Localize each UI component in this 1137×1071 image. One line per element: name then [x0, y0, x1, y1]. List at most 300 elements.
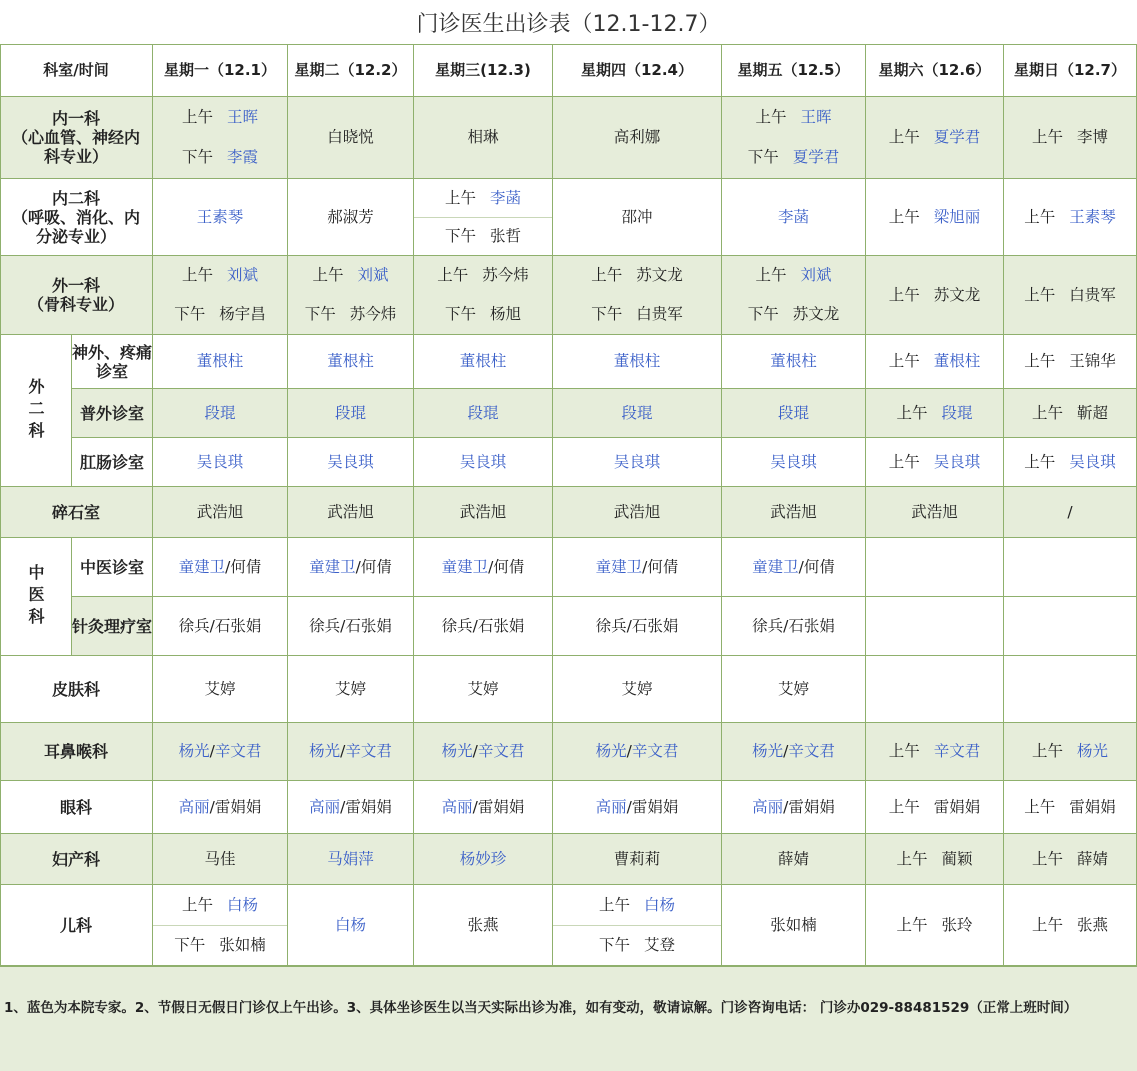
schedule-cell [722, 487, 866, 538]
slot [722, 680, 865, 699]
doctor-name: 雷娟娟 [788, 797, 835, 816]
slot [866, 798, 1003, 817]
slot [1004, 128, 1136, 147]
slot [288, 916, 413, 935]
department-label [0, 834, 153, 885]
schedule-cell [722, 538, 866, 597]
am-label: 上午 [181, 107, 213, 126]
slot [414, 128, 552, 147]
department-name: 外一科 [51, 276, 100, 295]
doctor-name: 白晓悦 [327, 128, 374, 146]
doctor-name: 武浩旭 [770, 502, 817, 521]
doctor-name: 艾婷 [467, 679, 499, 698]
slot [288, 404, 413, 423]
schedule-cell [1004, 97, 1137, 179]
slot-divider [414, 217, 552, 218]
department-name: 神外、疼痛诊室 [72, 342, 153, 381]
slot [553, 128, 721, 147]
doctor-name: 王素琴 [1069, 207, 1116, 226]
slot [866, 286, 1003, 305]
doctor-name: 靳超 [1077, 403, 1109, 422]
schedule-cell [414, 256, 553, 335]
schedule-cell [553, 438, 722, 487]
schedule-cell [553, 335, 722, 389]
slot [722, 503, 865, 522]
schedule-cell [414, 723, 553, 781]
department-name: 中医科 [26, 563, 45, 630]
slot [722, 352, 865, 371]
schedule-cell [153, 487, 288, 538]
doctor-name: 董根柱 [613, 352, 661, 370]
schedule-cell [866, 834, 1004, 885]
schedule-cell [1004, 389, 1137, 438]
morning-slot [553, 256, 721, 295]
department-name: 妇产科 [51, 849, 100, 869]
doctor-name: 雷娟娟 [1069, 797, 1116, 816]
slot [288, 558, 413, 577]
pm-label: 下午 [444, 226, 476, 245]
schedule-cell [722, 656, 866, 723]
am-label: 上午 [888, 352, 920, 370]
separator: / [340, 797, 346, 816]
header-cell [288, 44, 414, 97]
am-label: 上午 [1024, 452, 1056, 471]
doctor-name: 武浩旭 [613, 502, 661, 521]
slot [722, 453, 865, 472]
schedule-cell [288, 885, 414, 966]
pm-label: 下午 [174, 935, 206, 954]
afternoon-slot [553, 295, 721, 334]
doctor-name: 张如楠 [770, 915, 817, 934]
doctor-name: 张玲 [941, 915, 973, 934]
separator: / [626, 742, 632, 760]
slot-group [414, 179, 552, 255]
schedule-cell [1004, 834, 1137, 885]
doctor-name: 薛婧 [777, 849, 809, 868]
doctor-name: 杨光 [1077, 742, 1109, 760]
slot [153, 352, 287, 371]
slot [153, 617, 287, 636]
doctor-name: 李博 [1077, 128, 1109, 146]
slot [553, 850, 721, 869]
slot [722, 798, 865, 817]
schedule-cell [722, 834, 866, 885]
separator: / [225, 557, 231, 576]
separator: / [783, 742, 789, 760]
schedule-cell [722, 597, 866, 656]
doctor-name: 艾婷 [334, 679, 366, 698]
doctor-name: 武浩旭 [911, 502, 958, 521]
schedule-cell [153, 723, 288, 781]
am-label: 上午 [1024, 285, 1056, 304]
doctor-name: 石张娟 [477, 616, 525, 635]
schedule-cell [722, 389, 866, 438]
header-cell [0, 44, 153, 97]
doctor-name: 何倩 [230, 557, 262, 576]
doctor-name: 白贵军 [636, 305, 683, 323]
slot [288, 503, 413, 522]
doctor-name: 高丽 [441, 797, 473, 816]
schedule-cell [866, 179, 1004, 256]
doctor-name: 童建卫 [752, 557, 799, 576]
doctor-name: 段琨 [777, 403, 809, 422]
slot [866, 742, 1003, 761]
department-label [72, 438, 153, 487]
doctor-name: 相琳 [467, 128, 499, 146]
afternoon-slot [722, 295, 865, 334]
doctor-name: 马娟萍 [327, 849, 374, 868]
header-cell [553, 44, 722, 97]
doctor-name: 徐兵 [595, 616, 627, 635]
schedule-cell [553, 834, 722, 885]
department-name: 普外诊室 [79, 403, 144, 423]
schedule-cell [866, 256, 1004, 335]
doctor-name: 武浩旭 [327, 502, 374, 521]
slot [866, 352, 1003, 371]
doctor-name: 雷娟娟 [933, 797, 981, 816]
slot [1004, 453, 1136, 472]
slot [1004, 850, 1136, 869]
doctor-name: 段琨 [334, 403, 366, 422]
header-label: 星期一（12.1） [163, 60, 276, 79]
separator: / [472, 742, 478, 760]
slot [414, 558, 552, 577]
doctor-name: 武浩旭 [459, 502, 507, 521]
slot-group [414, 256, 552, 334]
footer-note: 1、蓝色为本院专家。2、节假日无假日门诊仅上午出诊。3、具体坐诊医生以当天实际出诊为准，如有变动，敬请谅解。门诊咨询电话： 门诊办029-88481529（正常上班时间） [0, 967, 1137, 1071]
slot-group [288, 256, 413, 334]
schedule-cell [1004, 487, 1137, 538]
doctor-name: 吴良琪 [770, 452, 817, 471]
schedule-cell [288, 781, 414, 834]
afternoon-slot [553, 925, 721, 965]
schedule-cell [553, 781, 722, 834]
schedule-cell [722, 335, 866, 389]
slot [1004, 798, 1136, 817]
doctor-name: 张如楠 [219, 935, 266, 954]
schedule-cell [722, 179, 866, 256]
doctor-name: 高丽 [595, 797, 627, 816]
doctor-name: 董根柱 [196, 352, 244, 370]
am-label: 上午 [1031, 915, 1063, 934]
slot [414, 742, 552, 761]
schedule-cell [866, 97, 1004, 179]
am-label: 上午 [755, 107, 787, 126]
slot [722, 558, 865, 577]
doctor-name: 李菡 [490, 188, 522, 207]
department-name: 眼科 [59, 797, 92, 817]
doctor-name: 刘斌 [357, 266, 389, 284]
schedule-cell [722, 723, 866, 781]
slot-group [722, 256, 865, 334]
afternoon-slot [722, 138, 865, 179]
doctor-name: 雷娟娟 [477, 797, 525, 816]
department-name: 碎石室 [51, 502, 100, 522]
header-label: 星期五（12.5） [737, 60, 850, 79]
slot [553, 453, 721, 472]
doctor-name: 吴良琪 [459, 452, 507, 471]
doctor-name: 辛文君 [477, 742, 525, 760]
doctor-name: 高丽 [752, 797, 784, 816]
schedule-cell [288, 389, 414, 438]
department-label [0, 781, 153, 834]
department-name: 耳鼻喉科 [43, 742, 108, 761]
am-label: 上午 [1031, 128, 1063, 146]
doctor-name: 王晖 [800, 107, 832, 126]
department-label [0, 256, 153, 335]
morning-slot [153, 256, 287, 295]
schedule-cell [866, 781, 1004, 834]
slot [722, 742, 865, 761]
doctor-name: 何倩 [647, 557, 679, 576]
schedule-cell [414, 179, 553, 256]
department-name: 肛肠诊室 [79, 452, 144, 472]
slot [414, 680, 552, 699]
am-label: 上午 [1024, 797, 1056, 816]
afternoon-slot [153, 925, 287, 965]
schedule-cell [288, 656, 414, 723]
schedule-cell [153, 834, 288, 885]
schedule-cell [288, 256, 414, 335]
slot [1004, 404, 1136, 423]
slot [722, 617, 865, 636]
am-label: 上午 [888, 742, 920, 760]
header-label: 科室/时间 [43, 60, 109, 79]
doctor-name: 王锦华 [1069, 352, 1116, 370]
slot-group [722, 97, 865, 178]
doctor-name: 杨光 [595, 742, 627, 760]
slot [414, 617, 552, 636]
separator: / [472, 616, 478, 635]
slot [288, 850, 413, 869]
schedule-cell [553, 97, 722, 179]
am-label: 上午 [598, 895, 630, 914]
slot [866, 503, 1003, 522]
schedule-cell [553, 179, 722, 256]
doctor-name: 苏文龙 [636, 266, 683, 284]
separator: / [783, 797, 789, 816]
header-label: 星期日（12.7） [1013, 60, 1126, 79]
header-cell [866, 44, 1004, 97]
slot [553, 798, 721, 817]
slot [722, 208, 865, 227]
department-name: 儿科 [59, 915, 92, 935]
slot [414, 798, 552, 817]
doctor-name: 徐兵 [752, 616, 784, 635]
doctor-name: 刘斌 [227, 266, 259, 284]
doctor-name: 辛文君 [788, 742, 835, 760]
doctor-name: 何倩 [803, 557, 835, 576]
schedule-cell [1004, 656, 1137, 723]
slot [722, 404, 865, 423]
doctor-name: 杨光 [309, 742, 341, 760]
doctor-name: 雷娟娟 [214, 797, 262, 816]
doctor-name: 马佳 [204, 849, 236, 868]
am-label: 上午 [896, 403, 928, 422]
doctor-name: 辛文君 [631, 742, 679, 760]
department-label [72, 389, 153, 438]
am-label: 上午 [888, 285, 920, 304]
schedule-cell [866, 597, 1004, 656]
slot-group [153, 885, 287, 965]
department-note: （呼吸、消化、内分泌专业） [11, 207, 140, 246]
schedule-cell [1004, 256, 1137, 335]
separator: / [472, 797, 478, 816]
slot [153, 503, 287, 522]
pm-label: 下午 [304, 305, 336, 323]
slot [153, 558, 287, 577]
separator: / [209, 616, 215, 635]
department-label [0, 538, 72, 656]
doctor-name: 艾婷 [777, 679, 809, 698]
slot [153, 742, 287, 761]
morning-slot [288, 256, 413, 295]
doctor-name: 夏学君 [933, 128, 981, 146]
schedule-cell [288, 438, 414, 487]
header-label: 星期四（12.4） [580, 60, 693, 79]
doctor-name: 段琨 [467, 403, 499, 422]
doctor-name: 吴良琪 [613, 452, 661, 471]
table-border [0, 44, 1137, 45]
doctor-name: 雷娟娟 [631, 797, 679, 816]
doctor-name: 吴良琪 [1069, 452, 1116, 471]
department-label [0, 487, 153, 538]
doctor-name: 吴良琪 [933, 452, 981, 471]
am-label: 上午 [1024, 207, 1056, 226]
pm-label: 下午 [444, 305, 476, 323]
doctor-name: 吴良琪 [196, 452, 244, 471]
slot [414, 404, 552, 423]
am-label: 上午 [181, 895, 213, 914]
afternoon-slot [414, 295, 552, 334]
doctor-name: 何倩 [360, 557, 392, 576]
doctor-name: 白杨 [644, 895, 676, 914]
slot [414, 850, 552, 869]
schedule-cell [153, 885, 288, 966]
schedule-cell [866, 538, 1004, 597]
am-label: 上午 [888, 207, 920, 226]
header-label: 星期二（12.2） [294, 60, 407, 79]
separator: / [209, 742, 215, 760]
morning-slot [553, 885, 721, 925]
morning-slot [414, 179, 552, 217]
department-label [0, 97, 153, 179]
slot [1004, 208, 1136, 227]
department-name: 外二科 [26, 377, 45, 444]
schedule-cell [414, 438, 553, 487]
slot [288, 798, 413, 817]
schedule-cell [722, 438, 866, 487]
slot [553, 352, 721, 371]
separator: / [798, 557, 804, 576]
department-note: （骨科专业） [27, 295, 124, 314]
department-label [0, 656, 153, 723]
am-label: 上午 [437, 266, 469, 284]
schedule-cell [153, 438, 288, 487]
schedule-cell [153, 597, 288, 656]
schedule-cell [288, 834, 414, 885]
afternoon-slot [414, 217, 552, 255]
doctor-name: 董根柱 [770, 352, 817, 370]
am-label: 上午 [444, 188, 476, 207]
doctor-name: 石张娟 [788, 616, 835, 635]
doctor-name: 邵冲 [621, 207, 653, 226]
morning-slot [153, 885, 287, 925]
doctor-name: 石张娟 [214, 616, 262, 635]
doctor-name: 徐兵 [309, 616, 341, 635]
header-cell [414, 44, 553, 97]
doctor-name: 苏今炜 [349, 305, 397, 323]
schedule-cell [866, 656, 1004, 723]
slot [288, 617, 413, 636]
slot [288, 128, 413, 147]
slot [866, 404, 1003, 423]
schedule-cell [1004, 885, 1137, 966]
separator: / [626, 797, 632, 816]
am-label: 上午 [1031, 742, 1063, 760]
department-label [0, 179, 153, 256]
am-label: 上午 [1031, 403, 1063, 422]
header-cell [722, 44, 866, 97]
separator: / [626, 616, 632, 635]
separator: / [340, 616, 346, 635]
slot [866, 128, 1003, 147]
doctor-name: 夏学君 [792, 148, 840, 167]
morning-slot [722, 256, 865, 295]
doctor-name: 辛文君 [933, 742, 981, 760]
doctor-name: 白杨 [227, 895, 259, 914]
doctor-name: 白杨 [334, 915, 366, 934]
slot [553, 617, 721, 636]
department-label [72, 597, 153, 656]
doctor-name: 董根柱 [327, 352, 374, 370]
schedule-cell [288, 97, 414, 179]
doctor-name: 辛文君 [214, 742, 262, 760]
doctor-name: 高丽 [178, 797, 210, 816]
am-label: 上午 [888, 797, 920, 816]
slot [553, 208, 721, 227]
department-label [0, 885, 153, 966]
pm-label: 下午 [591, 305, 623, 323]
schedule-cell [414, 834, 553, 885]
doctor-name: 张燕 [467, 915, 499, 934]
am-label: 上午 [896, 915, 928, 934]
pm-label: 下午 [747, 148, 779, 167]
slot-group [553, 885, 721, 965]
doctor-name: 杨光 [441, 742, 473, 760]
slot [553, 558, 721, 577]
afternoon-slot [153, 138, 287, 179]
slot [288, 680, 413, 699]
schedule-cell [153, 538, 288, 597]
schedule-cell [866, 885, 1004, 966]
doctor-name: 吴良琪 [327, 452, 374, 471]
header-label: 星期六（12.6） [878, 60, 991, 79]
doctor-name: 张燕 [1077, 915, 1109, 934]
am-label: 上午 [181, 266, 213, 284]
schedule-cell [722, 97, 866, 179]
schedule-cell [153, 179, 288, 256]
doctor-name: 艾婷 [621, 679, 653, 698]
slot [1004, 742, 1136, 761]
slot [414, 916, 552, 935]
schedule-cell [1004, 179, 1137, 256]
schedule-cell [153, 97, 288, 179]
doctor-name: 段琨 [941, 403, 973, 422]
department-label [72, 538, 153, 597]
schedule-cell [414, 597, 553, 656]
doctor-name: 苏今炜 [482, 266, 529, 284]
